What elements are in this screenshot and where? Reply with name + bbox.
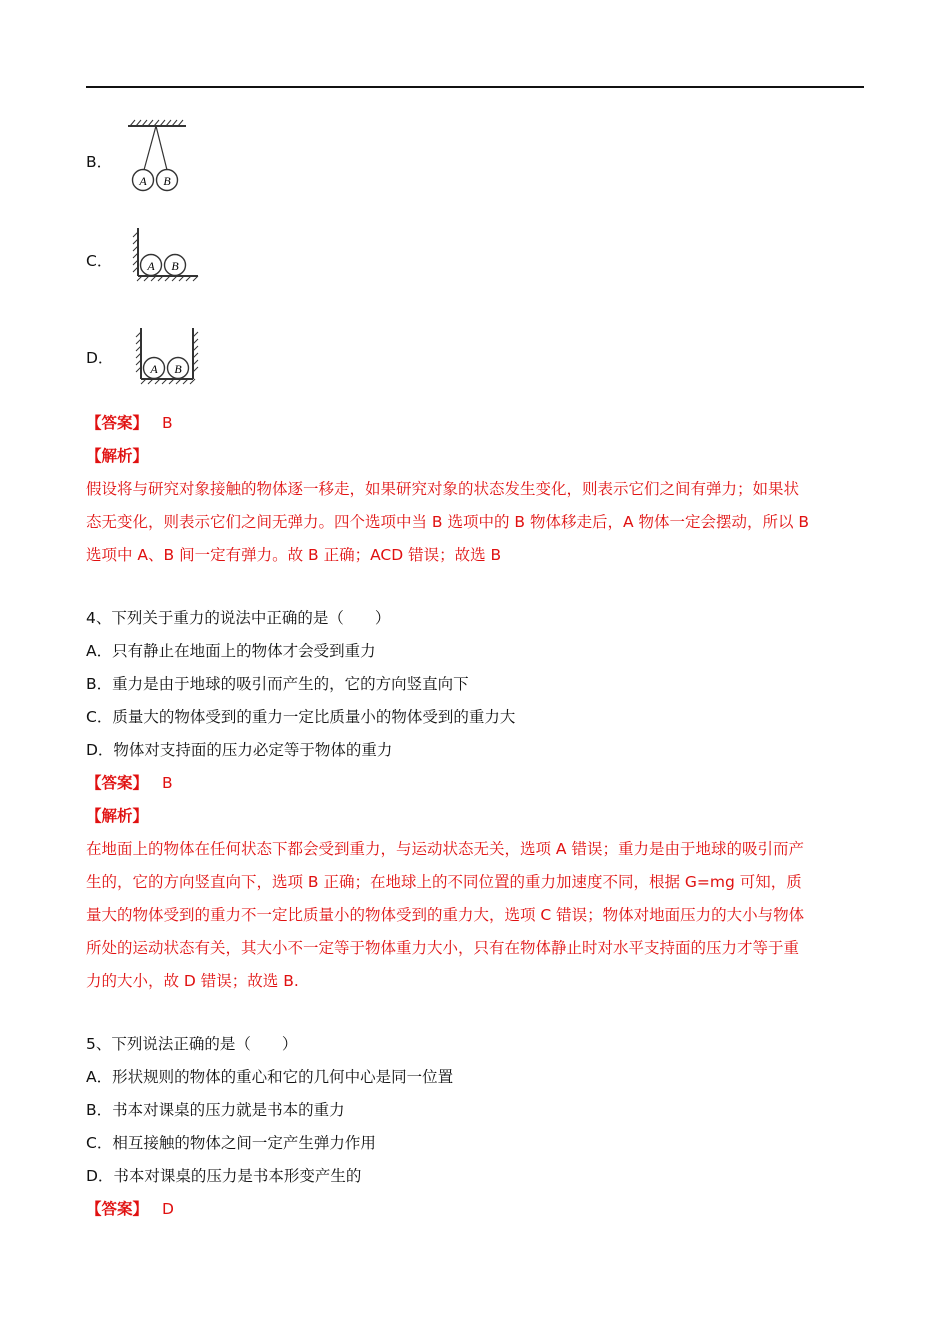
analysis-line: 生的，它的方向竖直向下，选项 B 正确；在地球上的不同位置的重力加速度不同，根据 G=mg 可知，质 (86, 873, 802, 891)
q3-analysis-label: 【解析】 (86, 447, 149, 465)
answer-value: B (162, 774, 173, 792)
q5-stem: 5、下列说法正确的是（ ） (86, 1035, 298, 1053)
q5-option-b: B．书本对课桌的压力就是书本的重力 (86, 1101, 345, 1119)
analysis-line: 所处的运动状态有关，其大小不一定等于物体重力大小，只有在物体静止时对水平支持面的压力才等于重 (86, 939, 800, 957)
analysis-line: 选项中 A、B 间一定有弹力。故 B 正确；ACD 错误；故选 B (86, 546, 502, 564)
ball-a-label: A (147, 259, 155, 273)
analysis-line: 假设将与研究对象接触的物体逐一移走，如果研究对象的状态发生变化，则表示它们之间有弹力；如果状 (86, 480, 800, 498)
analysis-line: 力的大小，故 D 错误；故选 B. (86, 972, 299, 990)
analysis-line: 量大的物体受到的重力不一定比质量小的物体受到的重力大，选项 C 错误；物体对地面压力的大小与物体 (86, 906, 805, 924)
q4-analysis-label: 【解析】 (86, 807, 149, 825)
q4-option-c: C．质量大的物体受到的重力一定比质量小的物体受到的重力大 (86, 708, 516, 726)
ball-b-label: B (171, 259, 179, 273)
answer-label: 【答案】 (86, 414, 149, 432)
q3-option-c-label: C． (86, 252, 113, 270)
q5-option-a: A．形状规则的物体的重心和它的几何中心是同一位置 (86, 1068, 454, 1086)
answer-value: B (162, 414, 173, 432)
q3-answer (86, 412, 173, 434)
ball-a-label: A (150, 362, 158, 376)
answer-label: 【答案】 (86, 1200, 149, 1218)
q5-option-d: D．书本对课桌的压力是书本形变产生的 (86, 1167, 362, 1185)
q4-analysis (86, 833, 864, 998)
q4-option-d: D．物体对支持面的压力必定等于物体的重力 (86, 741, 393, 759)
ball-a-label: A (139, 174, 147, 188)
corner-figure (130, 226, 200, 284)
header-rule (86, 86, 864, 88)
analysis-line: 态无变化，则表示它们之间无弹力。四个选项中当 B 选项中的 B 物体移走后，A 物体一定会摆动，所以 B (86, 513, 810, 531)
answer-label: 【答案】 (86, 774, 149, 792)
pendulum-figure (126, 118, 190, 194)
q5-option-c: C．相互接触的物体之间一定产生弹力作用 (86, 1134, 376, 1152)
q4-stem: 4、下列关于重力的说法中正确的是（ ） (86, 609, 391, 627)
q3-option-d-label: D． (86, 349, 114, 367)
box-figure (134, 326, 200, 386)
q5-answer (86, 1198, 174, 1220)
q4-answer (86, 772, 173, 794)
q3-analysis (86, 473, 864, 572)
q4-option-a: A．只有静止在地面上的物体才会受到重力 (86, 642, 376, 660)
analysis-line: 在地面上的物体在任何状态下都会受到重力，与运动状态无关，选项 A 错误；重力是由于地球的吸引而产 (86, 840, 804, 858)
q3-option-b-label: B． (86, 153, 113, 171)
q4-option-b: B．重力是由于地球的吸引而产生的，它的方向竖直向下 (86, 675, 469, 693)
answer-value: D (162, 1200, 174, 1218)
ball-b-label: B (163, 174, 171, 188)
ball-b-label: B (174, 362, 182, 376)
